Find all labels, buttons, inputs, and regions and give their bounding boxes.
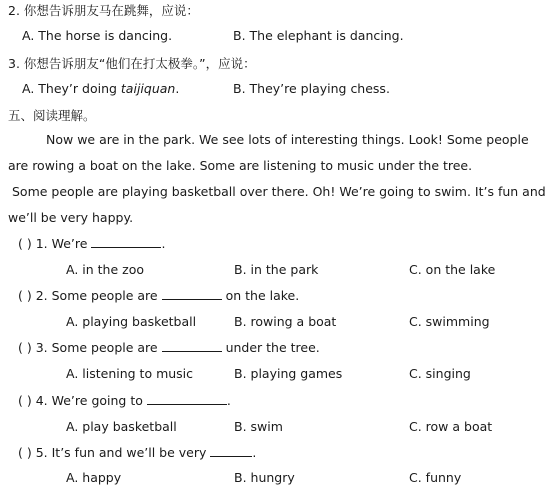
answer-blank — [162, 340, 222, 352]
option-c: C. funny — [409, 470, 462, 485]
option-a-suffix: . — [175, 81, 180, 96]
option-a: A. in the zoo — [66, 262, 144, 277]
question-2-prompt — [8, 1, 199, 19]
option-a — [22, 81, 179, 96]
stem-after: . — [226, 393, 231, 408]
option-b: B. hungry — [234, 470, 295, 485]
option-c: C. on the lake — [409, 262, 496, 277]
option-b: B. The elephant is dancing. — [233, 28, 404, 43]
option-a: A. playing basketball — [66, 314, 197, 329]
question-stem — [18, 236, 165, 251]
stem-before: 1. We’re — [35, 236, 88, 251]
answer-blank — [162, 288, 222, 300]
passage-line-3: Some people are playing basketball over there. Oh! We’re going to swim. It’s fun and — [12, 184, 546, 199]
option-a: A. listening to music — [66, 366, 194, 381]
passage-line-4: we’ll be very happy. — [8, 210, 134, 225]
stem-before: 4. We’re going to — [35, 393, 143, 408]
option-b: B. They’re playing chess. — [233, 81, 390, 96]
option-b: B. swim — [234, 419, 283, 434]
stem-after: under the tree. — [225, 340, 320, 355]
section-heading: 五、阅读理解。 — [8, 108, 96, 123]
answer-paren: ( ) — [18, 288, 32, 303]
option-a: A. happy — [66, 470, 122, 485]
answer-paren: ( ) — [18, 393, 32, 408]
stem-before: 5. It’s fun and we’ll be very — [35, 445, 207, 460]
stem-before: 2. Some people are — [35, 288, 158, 303]
option-b: B. playing games — [234, 366, 343, 381]
question-number: 2. — [8, 3, 20, 18]
option-b: B. rowing a boat — [234, 314, 337, 329]
answer-paren: ( ) — [18, 445, 32, 460]
stem-before: 3. Some people are — [35, 340, 158, 355]
stem-after: . — [161, 236, 166, 251]
question-stem — [18, 445, 256, 460]
option-c: C. singing — [409, 366, 471, 381]
question-stem — [18, 340, 320, 355]
option-a: A. play basketball — [66, 419, 177, 434]
answer-paren: ( ) — [18, 236, 32, 251]
option-c: C. row a boat — [409, 419, 493, 434]
question-number: 3. — [8, 56, 20, 71]
answer-blank — [91, 236, 161, 248]
stem-after: . — [252, 445, 257, 460]
option-a-italic: taijiquan — [120, 81, 176, 96]
option-c: C. swimming — [409, 314, 490, 329]
question-text: 你想告诉朋友“他们在打太极拳。”，应说： — [23, 56, 256, 71]
option-b: B. in the park — [234, 262, 319, 277]
passage-line-1: Now we are in the park. We see lots of interesting things. Look! Some people — [46, 132, 529, 147]
question-stem — [18, 393, 231, 408]
passage-line-2: are rowing a boat on the lake. Some are listening to music under the tree. — [8, 158, 473, 173]
question-stem — [18, 288, 299, 303]
stem-after: on the lake. — [225, 288, 300, 303]
option-a-prefix: A. They’r doing — [22, 81, 121, 96]
answer-blank — [210, 445, 252, 457]
question-text: 你想告诉朋友马在跳舞，应说： — [23, 3, 199, 18]
option-a: A. The horse is dancing. — [22, 28, 173, 43]
question-3-prompt — [8, 54, 256, 72]
answer-paren: ( ) — [18, 340, 32, 355]
answer-blank — [147, 393, 227, 405]
